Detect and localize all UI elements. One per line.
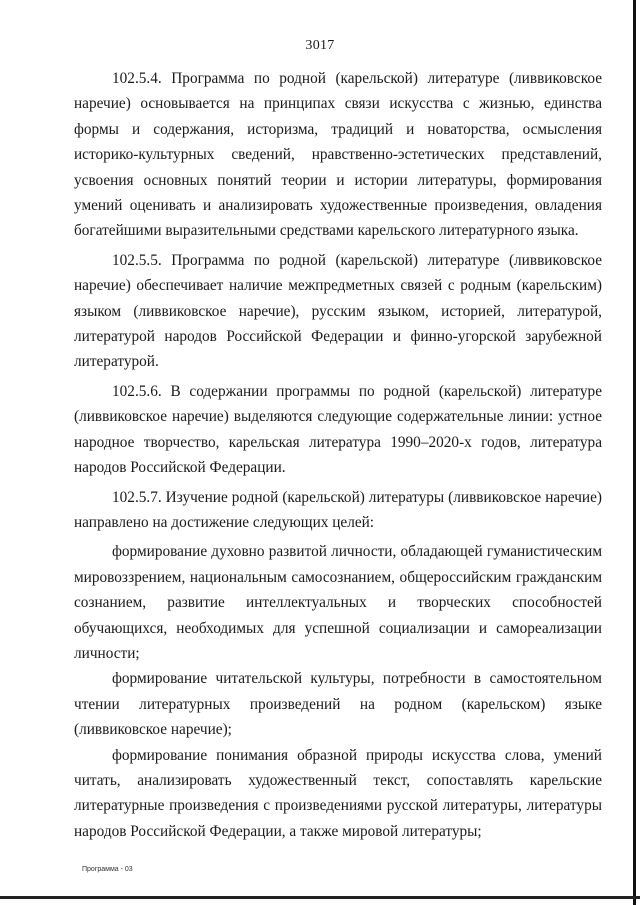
goal-item: формирование читательской культуры, потребности в самостоятельном чтении литературных произведений на родном (карельском) языке (ливвиковское наречие); — [74, 670, 602, 739]
paragraph-102-5-7: 102.5.7. Изучение родной (карельской) литературы (ливвиковское наречие) направлено на достижение следующих целей: — [74, 488, 602, 531]
scan-edge-right — [633, 0, 636, 905]
goal-item: формирование духовно развитой личности, обладающей гуманистическим мировоззрением, национальным самосознанием, общероссийским гражданским сознанием, развитие интеллектуальных и творческих способностей обучающихся, необходимых для успешной социализации и самореализации личности; — [74, 543, 602, 662]
paragraph-102-5-5: 102.5.5. Программа по родной (карельской) литературе (ливвиковское наречие) обеспечивает наличие межпредметных связей с родным (карельским) языком (ливвиковское наречие), русским языком, историей, литературой, литературой народов Российской Федерации и финно-угорской зарубежной литературой. — [74, 251, 602, 371]
scan-edge-bottom — [0, 896, 640, 899]
goal-item: формирование понимания образной природы искусства слова, умений читать, анализировать художественный текст, сопоставлять карельские литературные произведения с произведениями русской литературы, литературы народов Российской Федерации, а также мировой литературы; — [74, 746, 602, 840]
goals-list — [74, 539, 602, 844]
page-number: 3017 — [305, 38, 335, 53]
footer-label: Программа - 03 — [82, 866, 133, 873]
paragraph-102-5-6: 102.5.6. В содержании программы по родной (карельской) литературе (ливвиковское наречие) выделяются следующие содержательные линии: устное народное творчество, карельская литература 1990–2020-х годов, литература народов Российской Федерации. — [74, 382, 602, 477]
document-body — [74, 66, 602, 844]
paragraph-102-5-4: 102.5.4. Программа по родной (карельской) литературе (ливвиковское наречие) основывается на принципах связи искусства с жизнью, единства формы и содержания, историзма, традиций и новаторства, осмысления историко-культурных сведений, нравственно-эстетических представлений, усвоения основных понятий теории и истории литературы, формирования умений оценивать и анализировать художественные произведения, овладения богатейшими выразительными средствами карельского литературного языка. — [74, 70, 602, 240]
